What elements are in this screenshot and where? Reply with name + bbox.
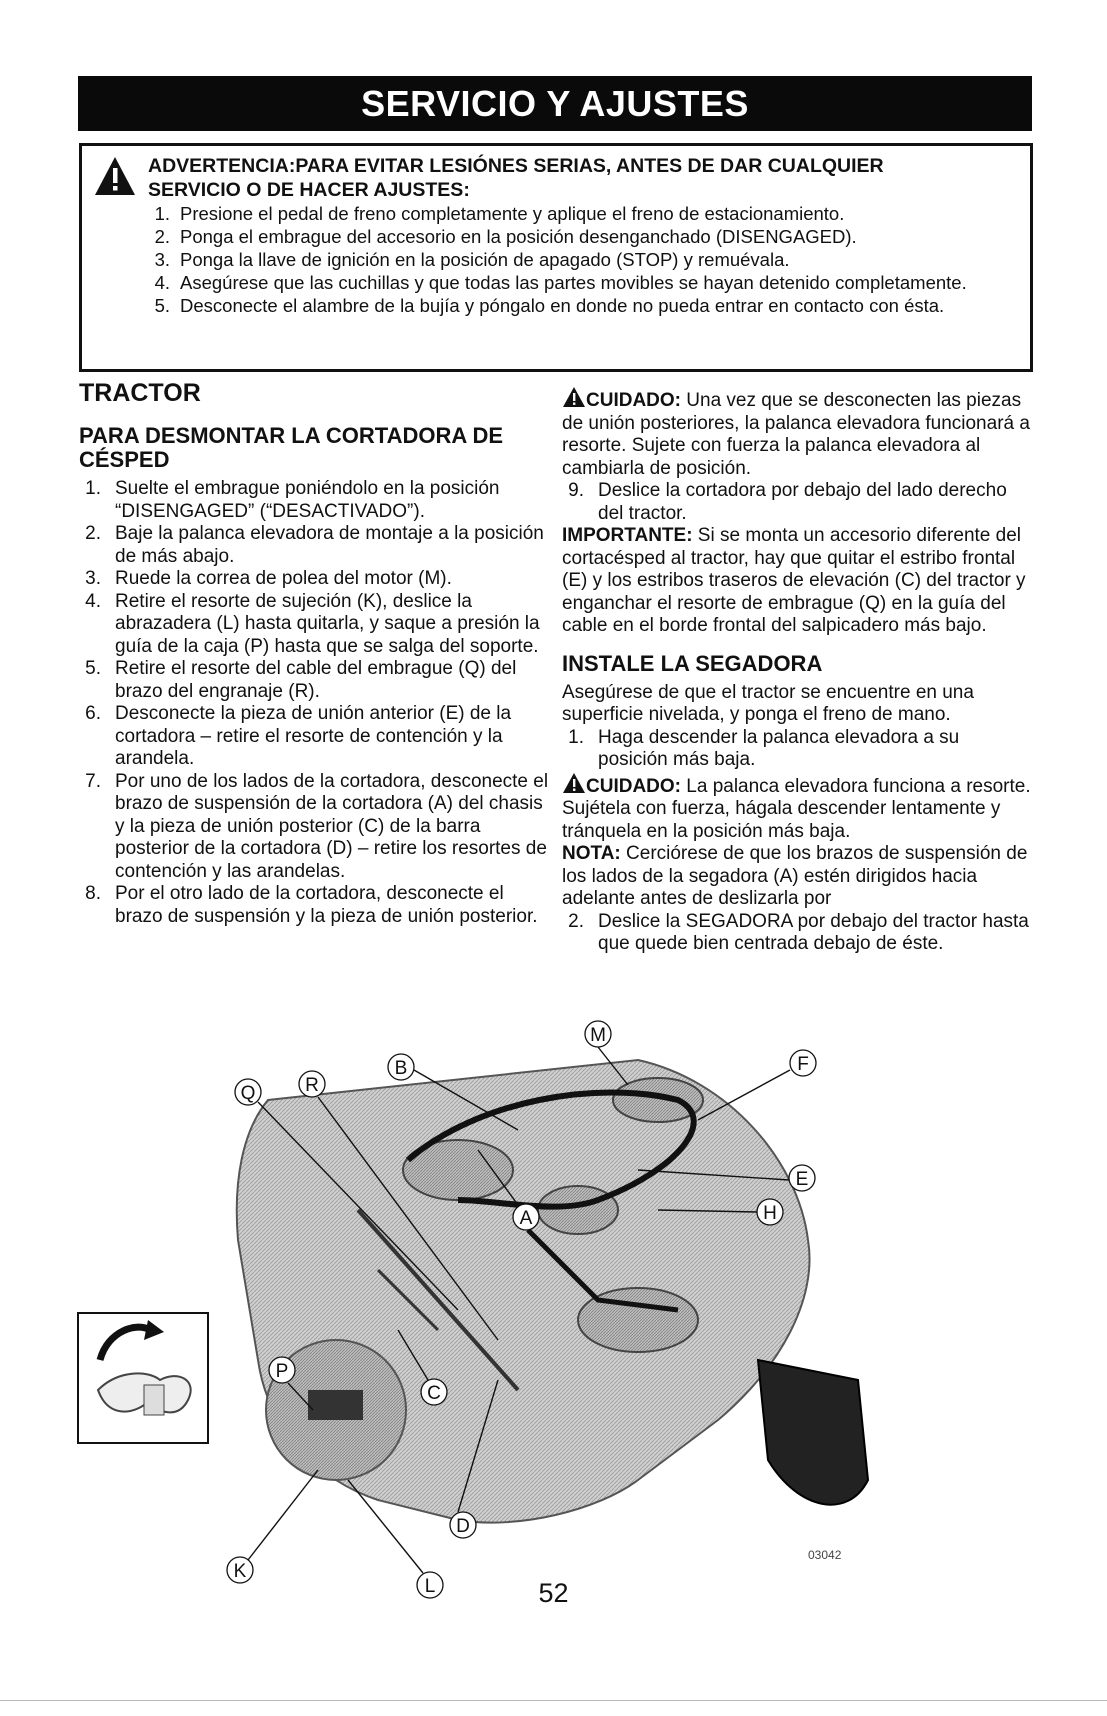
warning-title	[148, 154, 1020, 202]
svg-text:M: M	[590, 1025, 606, 1046]
remove-mower-heading: PARA DESMONTAR LA CORTADORA DE CÉSPED	[79, 423, 504, 472]
list-item: 9. Deslice la cortadora por debajo del lado derecho del tractor.	[568, 480, 1007, 524]
svg-text:H: H	[763, 1203, 777, 1224]
mower-deck-illustration	[78, 1025, 958, 1600]
warning-triangle-icon	[94, 156, 136, 196]
list-item: 3. Ponga la llave de ignición en la posición de apagado (STOP) y remuévala.	[154, 249, 790, 270]
list-item: 7. Por uno de los lados de la cortadora, desconecte el brazo de suspensión de la cortadora (A) del chasis y la pieza de unión posterior (C) de la barra posterior de la cortadora (D) – retire los resortes de contención y las arandelas.	[85, 770, 549, 882]
list-item: 4. Asegúrese que las cuchillas y que todas las partes movibles se hayan detenido completamente.	[154, 272, 967, 293]
svg-text:R: R	[305, 1075, 319, 1096]
svg-text:K: K	[233, 1561, 247, 1582]
svg-text:L: L	[424, 1576, 436, 1597]
install-step-2	[562, 911, 1032, 956]
callout-C	[421, 1379, 447, 1405]
discharge-chute	[758, 1360, 868, 1505]
svg-text:P: P	[275, 1361, 289, 1382]
pulley-center	[538, 1186, 618, 1234]
callout-A	[513, 1204, 539, 1230]
warning-triangle-icon	[562, 772, 586, 794]
callout-R	[299, 1071, 325, 1097]
callout-E	[789, 1165, 815, 1191]
svg-text:A: A	[519, 1208, 533, 1229]
install-step-1	[562, 727, 1032, 772]
list-item: 2. Baje la palanca elevadora de montaje a la posición de más abajo.	[85, 523, 544, 567]
section-banner: SERVICIO Y AJUSTES	[78, 76, 1032, 131]
svg-text:D: D	[456, 1516, 470, 1537]
callout-Q	[235, 1079, 261, 1105]
list-item: 5. Retire el resorte del cable del embrague (Q) del brazo del engranaje (R).	[85, 658, 517, 702]
engine-pulley	[613, 1078, 703, 1122]
left-column	[79, 378, 549, 928]
list-item: 6. Desconecte la pieza de unión anterior (E) de la cortadora – retire el resorte de contención y la arandela.	[85, 703, 512, 769]
install-mower-heading: INSTALE LA SEGADORA	[562, 650, 823, 676]
svg-text:B: B	[394, 1058, 408, 1079]
warning-title-line1: ADVERTENCIA:PARA EVITAR LESIÓNES SERIAS, ANTES DE DAR CUALQUIER	[148, 155, 884, 177]
figure-code: 03042	[808, 1548, 842, 1562]
warning-box	[79, 143, 1033, 372]
step-9-list	[562, 480, 1032, 525]
install-intro: Asegúrese de que el tractor se encuentre en una superficie nivelada, y ponga el freno de mano.	[562, 681, 974, 725]
page-number: 52	[538, 1578, 569, 1608]
important-paragraph: IMPORTANTE: Si se monta un accesorio diferente del cortacésped al tractor, hay que quitar el estribo frontal (E) y los estribos traseros de elevación (C) del tractor y enganchar el resorte de embrague (Q) en la guía del cable en el borde frontal del salpicadero más bajo.	[562, 525, 1026, 636]
list-item: 2. Deslice la SEGADORA por debajo del tractor hasta que quede bien centrada debajo de éste.	[568, 910, 1029, 954]
callout-D	[450, 1512, 476, 1538]
warning-title-line2: SERVICIO O DE HACER AJUSTES:	[148, 179, 470, 201]
list-item: 5. Desconecte el alambre de la bujía y póngalo en donde no pueda entrar en contacto con ésta.	[154, 295, 945, 316]
list-item: 3. Ruede la correa de polea del motor (M).	[85, 568, 452, 589]
caution-paragraph-2: CUIDADO: La palanca elevadora funciona a resorte. Sujétela con fuerza, hágala descender lentamente y tránquela en la posición más baja.	[562, 772, 1032, 844]
svg-text:E: E	[795, 1169, 809, 1190]
callout-B	[388, 1054, 414, 1080]
callout-H	[757, 1199, 783, 1225]
right-column	[562, 386, 1032, 956]
note-paragraph: NOTA: Cerciórese de que los brazos de suspensión de los lados de la segadora (A) estén dirigidos hacia adelante antes de deslizarla por	[562, 843, 1028, 909]
warning-triangle-icon	[562, 386, 586, 408]
divider	[0, 1700, 1107, 1701]
list-item: 2. Ponga el embrague del accesorio en la posición desenganchado (DISENGAGED).	[154, 226, 857, 247]
svg-text:F: F	[797, 1054, 809, 1075]
list-item: 1. Presione el pedal de freno completamente y aplique el freno de estacionamiento.	[154, 203, 845, 224]
list-item: 1. Haga descender la palanca elevadora a su posición más baja.	[568, 726, 960, 770]
svg-text:C: C	[427, 1383, 441, 1404]
caution-paragraph: CUIDADO: Una vez que se desconecten las piezas de unión posteriores, la palanca elevadora funcionará a resorte. Sujete con fuerza la palanca elevadora al cambiarla de posición.	[562, 386, 1032, 480]
callout-F	[790, 1050, 816, 1076]
callout-P	[269, 1357, 295, 1383]
remove-steps-list	[79, 478, 549, 928]
callout-M	[585, 1021, 611, 1047]
list-item: 4. Retire el resorte de sujeción (K), deslice la abrazadera (L) hasta quitarla, y saque a presión la guía de la caja (P) hasta que se salga del soporte.	[85, 590, 540, 657]
tractor-heading: TRACTOR	[79, 379, 201, 407]
svg-text:Q: Q	[240, 1083, 256, 1104]
list-item: 1. Suelte el embrague poniéndolo en la posición “DISENGAGED” (“DESACTIVADO”).	[85, 478, 500, 522]
warning-list	[142, 202, 1022, 317]
list-item: 8. Por el otro lado de la cortadora, desconecte el brazo de suspensión y la pieza de unión posterior.	[85, 883, 538, 927]
